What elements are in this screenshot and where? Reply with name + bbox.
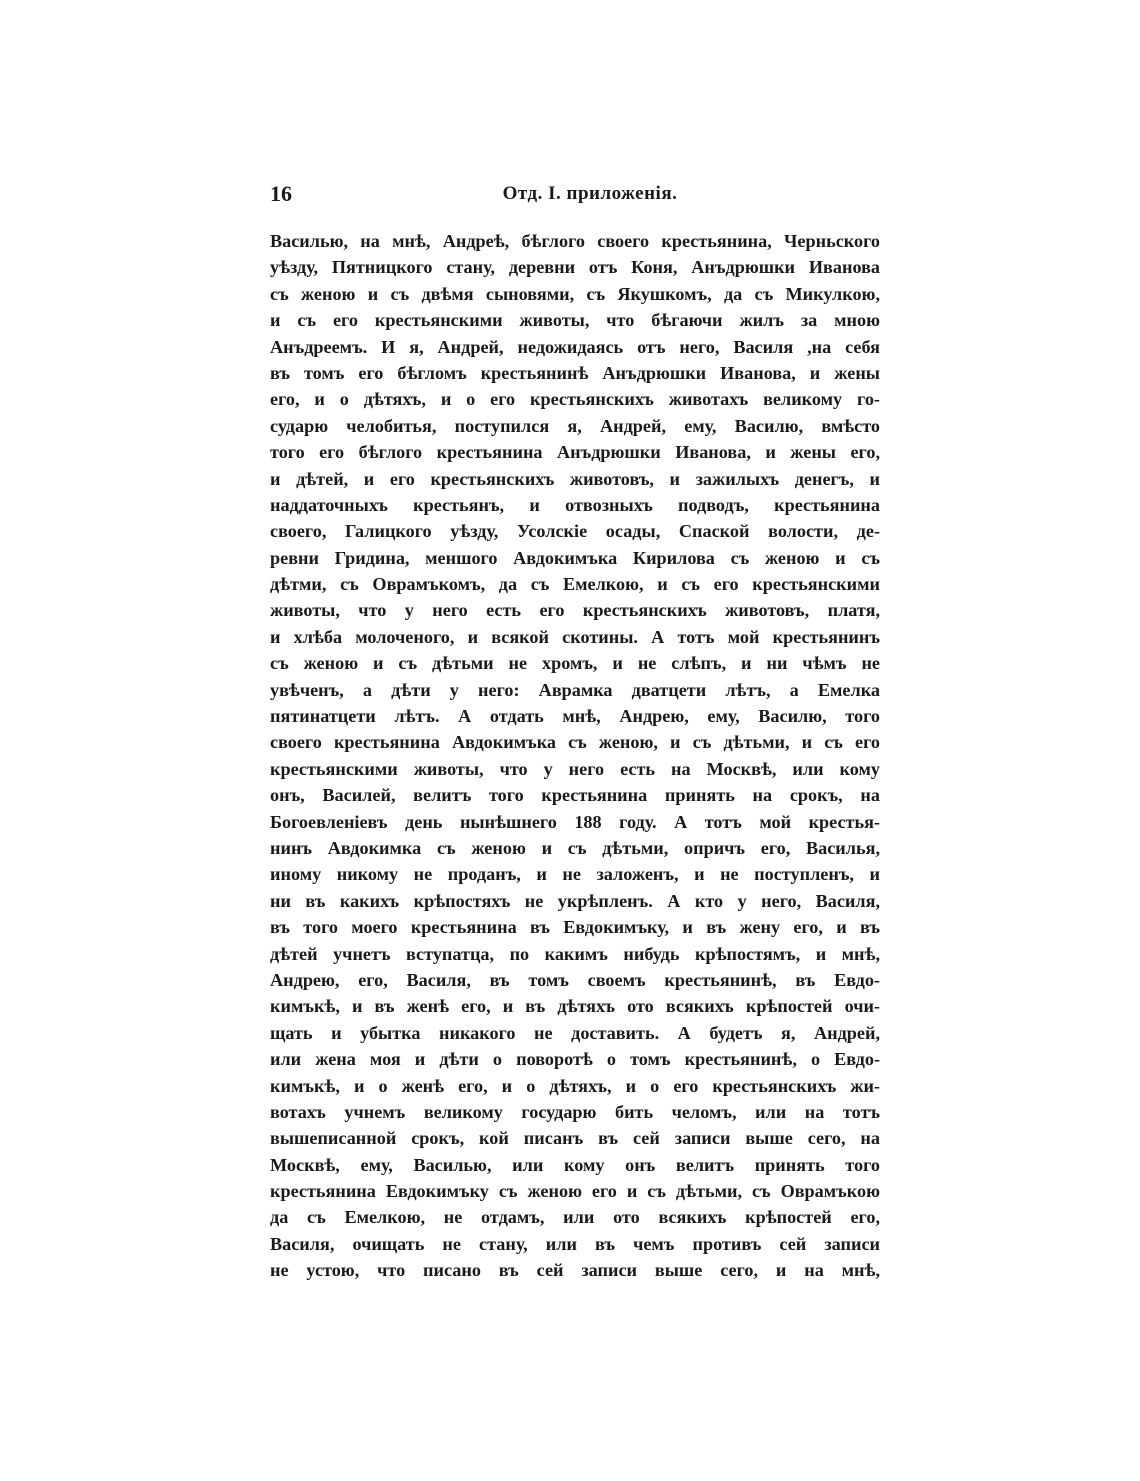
text-line: не устою, что писано въ сей записи выше сего, и на мнѣ, [270,1260,880,1281]
text-line: въ того моего крестьянина въ Евдокимъку, и въ жену его, и въ [270,917,880,938]
text-line: Богоевленіевъ день нынѣшнего 188 году. А тотъ мой крестья- [270,811,880,832]
text-line: съ женою и съ дѣтьми не хромъ, и не слѣпъ, и ни чѣмъ не [270,653,880,674]
text-line: вышеписанной срокъ, кой писанъ въ сей записи выше сего, на [270,1128,880,1149]
text-line: дѣтей учнетъ вступатца, по какимъ нибудь крѣпостямъ, и мнѣ, [270,943,880,964]
text-line: кимъкѣ, и о женѣ его, и о дѣтяхъ, и о его крестьянскихъ жи- [270,1075,880,1096]
text-line: Москвѣ, ему, Василью, или кому онъ велитъ принять того [270,1154,880,1175]
page-header [270,178,880,210]
text-line: онъ, Василей, велитъ того крестьянина принять на срокъ, на [270,785,880,806]
text-line: дѣтми, съ Оврамъкомъ, да съ Емелкою, и съ его крестьянскими [270,574,880,595]
text-line: Анъдреемъ. И я, Андрей, недожидаясь отъ него, Василя ,на себя [270,336,880,357]
text-line: кимъкѣ, и въ женѣ его, и въ дѣтяхъ ото всякихъ крѣпостей очи- [270,996,880,1017]
text-line: и съ его крестьянскими животы, что бѣгаючи жилъ за мною [270,310,880,331]
text-line: въ томъ его бѣгломъ крестьянинѣ Анъдрюшки Иванова, и жены [270,362,880,383]
body-text [270,228,880,1284]
text-line: иному никому не проданъ, и не заложенъ, и не поступленъ, и [270,864,880,885]
text-line: и дѣтей, и его крестьянскихъ животовъ, и зажилыхъ денегъ, и [270,468,880,489]
text-line: того его бѣглого крестьянина Анъдрюшки Иванова, и жены его, [270,442,880,463]
text-line: щать и убытка никакого не доставить. А будетъ я, Андрей, [270,1022,880,1043]
text-line: животы, что у него есть его крестьянскихъ животовъ, платя, [270,600,880,621]
text-line: крестьянскими животы, что у него есть на Москвѣ, или кому [270,758,880,779]
text-line: уѣзду, Пятницкого стану, деревни отъ Коня, Анъдрюшки Иванова [270,257,880,278]
text-line: вотахъ учнемъ великому государю бить челомъ, или на тотъ [270,1101,880,1122]
text-line: или жена моя и дѣти о поворотѣ о томъ крестьянинѣ, о Евдо- [270,1049,880,1070]
text-line: своего, Галицкого уѣзду, Усолскіе осады, Спаской волости, де- [270,521,880,542]
text-line: Василя, очищать не стану, или въ чемъ противъ сей записи [270,1233,880,1254]
text-line: наддаточныхъ крестьянъ, и отвозныхъ подводъ, крестьянина [270,494,880,515]
text-line: его, и о дѣтяхъ, и о его крестьянскихъ животахъ великому го- [270,389,880,410]
text-line: и хлѣба молоченого, и всякой скотины. А тотъ мой крестьянинъ [270,626,880,647]
text-line: Андрею, его, Василя, въ томъ своемъ крестьянинѣ, въ Евдо- [270,969,880,990]
text-line: съ женою и съ двѣмя сыновями, съ Якушкомъ, да съ Микулкою, [270,283,880,304]
text-line: крестьянина Евдокимъку съ женою его и съ дѣтьми, съ Оврамъкою [270,1181,880,1202]
text-line: своего крестьянина Авдокимъка съ женою, и съ дѣтьми, и съ его [270,732,880,753]
text-line: увѣченъ, а дѣти у него: Аврамка дватцети лѣтъ, а Емелка [270,679,880,700]
text-line: ревни Гридина, меншого Авдокимъка Кирилова съ женою и съ [270,547,880,568]
text-line: пятинатцети лѣтъ. А отдать мнѣ, Андрею, ему, Василю, того [270,706,880,727]
text-line: Василью, на мнѣ, Андреѣ, бѣглого своего крестьянина, Черньского [270,231,880,251]
text-line: ни въ какихъ крѣпостяхъ не укрѣпленъ. А кто у него, Василя, [270,890,880,911]
text-line: нинъ Авдокимка съ женою и съ дѣтьми, опричъ его, Василья, [270,837,880,858]
text-line: да съ Емелкою, не отдамъ, или ото всякихъ крѣпостей его, [270,1207,880,1228]
text-line: сударю челобитья, поступился я, Андрей, ему, Василю, вмѣсто [270,415,880,436]
page-number: 16 [270,181,292,206]
running-head: Отд. I. приложенія. [502,183,678,204]
